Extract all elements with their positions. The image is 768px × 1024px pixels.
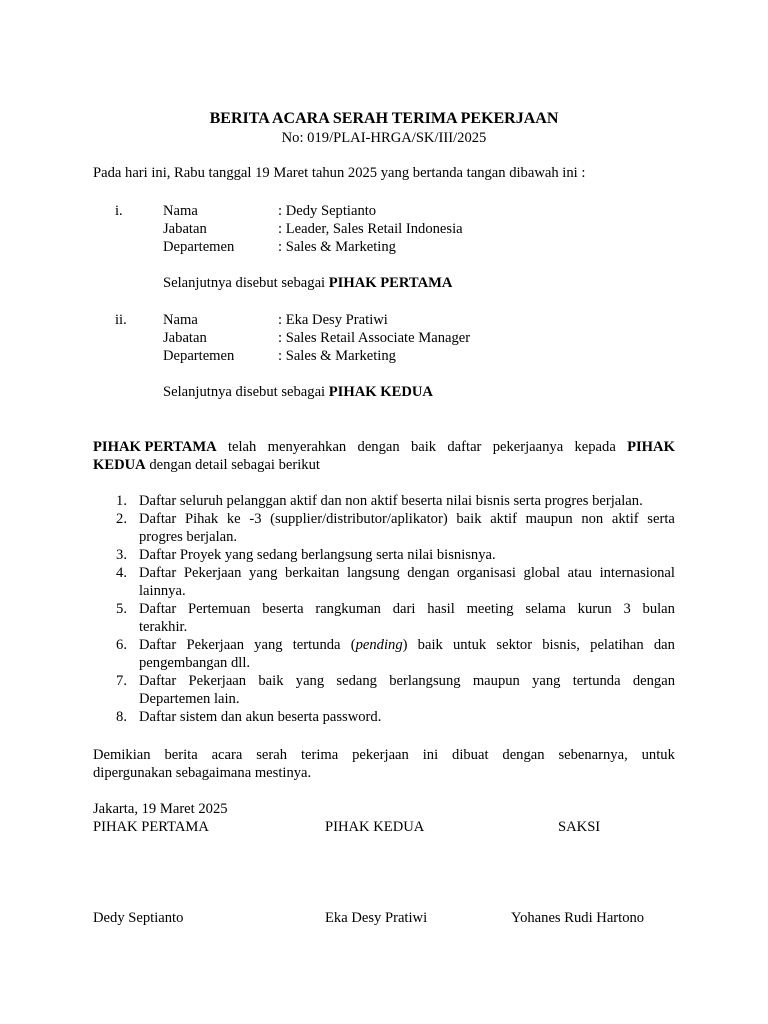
word: ini [422,747,439,763]
item-number: 6. [116,637,127,653]
designation-text: Selanjutnya disebut sebagai [163,275,329,291]
word: langsung [346,565,400,581]
list-item [93,636,675,672]
word: untuk [452,637,487,653]
word: dengan [632,673,675,689]
word: internasional [599,565,675,581]
word: berlangsung [389,673,461,689]
witness-title: SAKSI [558,819,601,835]
list-item [93,510,675,546]
paragraph-line [93,438,675,456]
place-date: Jakarta, 19 Maret 2025 [93,801,228,817]
word: bulan [642,601,675,617]
word: Demikian [93,747,151,763]
word: daftar [447,439,482,455]
italic-term: pending [355,637,403,653]
list-item [93,546,675,564]
word: untuk [641,747,675,763]
item-number: 5. [116,601,127,617]
word: pekerjaan [352,747,409,763]
name-label: Nama [163,312,198,328]
list-item [93,708,675,726]
party-numeral: i. [115,203,123,219]
document-title: BERITA ACARA SERAH TERIMA PEKERJAAN [209,110,559,127]
word: dengan [407,565,450,581]
first-party-name: Dedy Septianto [93,910,184,926]
word: Pekerjaan [188,673,247,689]
word: atau [567,565,592,581]
party-designation [163,274,452,292]
word: dari [392,601,416,617]
handover-paragraph [93,438,675,474]
word: sedang [336,673,377,689]
list-item [93,564,675,600]
bold-text: KEDUA [93,457,146,473]
word: pekerjaanya [492,439,564,455]
item-number: 8. [116,709,127,725]
position-label: Jabatan [163,221,207,237]
word: maupun [525,511,573,527]
item-number: 1. [116,493,127,509]
word: dengan [357,439,400,455]
word: serta [647,511,675,527]
word: (supplier/distributor/aplikator) [270,511,448,527]
list-item [93,600,675,636]
designation-bold: PIHAK KEDUA [328,384,433,400]
item-text: lainnya. [139,583,186,599]
party-designation [163,383,433,401]
word: 3 [623,601,631,617]
word: PIHAK [627,439,675,455]
item-number: 7. [116,673,127,689]
list-item [93,492,675,510]
paragraph-text: dengan detail sebagai berikut [145,457,320,473]
item-text: Daftar sistem dan akun beserta password. [139,709,382,725]
word: sektor [496,637,533,653]
position-value: : Sales Retail Associate Manager [278,330,471,346]
word: Daftar [139,673,177,689]
word: tertunda [572,673,621,689]
word: non [581,511,604,527]
name-value: : Dedy Septianto [278,203,377,219]
party-numeral: ii. [115,312,127,328]
word: Daftar [139,565,177,581]
word: meeting [466,601,514,617]
word: Pihak [184,511,219,527]
handover-items-list [93,492,675,726]
designation-text: Selanjutnya disebut sebagai [163,384,329,400]
first-party-title: PIHAK PERTAMA [93,819,209,835]
word: selama [525,601,566,617]
name-label: Nama [163,203,198,219]
signature-names [93,909,675,927]
item-text [139,636,675,654]
word: yang [295,673,325,689]
opening-statement: Pada hari ini, Rabu tanggal 19 Maret tahun 2025 yang bertanda tangan dibawah ini : [93,165,586,181]
list-item [93,672,675,708]
word: baik [417,637,443,653]
word: -3 [249,511,262,527]
word: sebenarnya, [558,747,628,763]
paragraph-line [93,746,675,764]
item-text: Departemen lain. [139,691,240,707]
word: Pekerjaan [186,637,244,653]
word: Pertemuan [188,601,251,617]
word: yang [532,673,561,689]
item-number: 2. [116,511,127,527]
word: hasil [427,601,455,617]
department-value: : Sales & Marketing [278,239,396,255]
item-text [139,564,675,582]
item-text: terakhir. [139,619,188,635]
item-text [139,510,675,528]
position-value: : Leader, Sales Retail Indonesia [278,221,463,237]
word: ke [226,511,241,527]
document-number: No: 019/PLAI-HRGA/SK/III/2025 [281,130,487,146]
word: organisasi [457,565,516,581]
word: Daftar [139,601,177,617]
word: serah [256,747,288,763]
item-number: 4. [116,565,127,581]
word: global [523,565,561,581]
word: PIHAK [93,439,141,455]
item-text: pengembangan dll. [139,655,251,671]
item-text [139,672,675,690]
designation-bold: PIHAK PERTAMA [328,275,453,291]
word: berkaitan [285,565,340,581]
word: Daftar [139,511,177,527]
word: aktif [490,511,517,527]
word: maupun [472,673,520,689]
word: beserta [262,601,304,617]
item-number: 3. [116,547,127,563]
name-value: : Eka Desy Pratiwi [278,312,388,328]
word: yang [249,565,278,581]
word: bisnis, [542,637,580,653]
word: Daftar [139,637,177,653]
word: tertunda [292,637,341,653]
word: terima [300,747,339,763]
word: menyerahkan [267,439,347,455]
word: telah [227,439,257,455]
department-value: : Sales & Marketing [278,348,396,364]
word: berita [164,747,198,763]
second-party-name: Eka Desy Pratiwi [325,910,428,926]
word: dibuat [452,747,489,763]
item-text: Daftar seluruh pelanggan aktif dan non aktif beserta nilai bisnis serta progres berjalan. [139,493,643,509]
item-text: Daftar Proyek yang sedang berlangsung serta nilai bisnisnya. [139,547,496,563]
closing-paragraph [93,746,675,782]
word: Pekerjaan [183,565,242,581]
second-party-title: PIHAK KEDUA [325,819,425,835]
word: dan [653,637,675,653]
item-text [139,600,675,618]
paragraph-line: dipergunakan sebagaimana mestinya. [93,765,312,781]
word: rangkuman [315,601,381,617]
word: (pending) [350,637,408,653]
word: kurun [577,601,612,617]
department-label: Departemen [163,239,235,255]
word: acara [211,747,243,763]
position-label: Jabatan [163,330,207,346]
signature-titles [93,818,675,836]
word: aktif [611,511,639,527]
word: dengan [502,747,545,763]
paragraph-line [93,456,675,474]
word: kepada [574,439,616,455]
word: yang [254,637,283,653]
word: baik [258,673,284,689]
witness-name: Yohanes Rudi Hartono [511,910,645,926]
word: baik [410,439,437,455]
item-text: progres berjalan. [139,529,238,545]
word: PERTAMA [144,439,217,455]
word: pelatihan [590,637,644,653]
word: baik [456,511,482,527]
department-label: Departemen [163,348,235,364]
